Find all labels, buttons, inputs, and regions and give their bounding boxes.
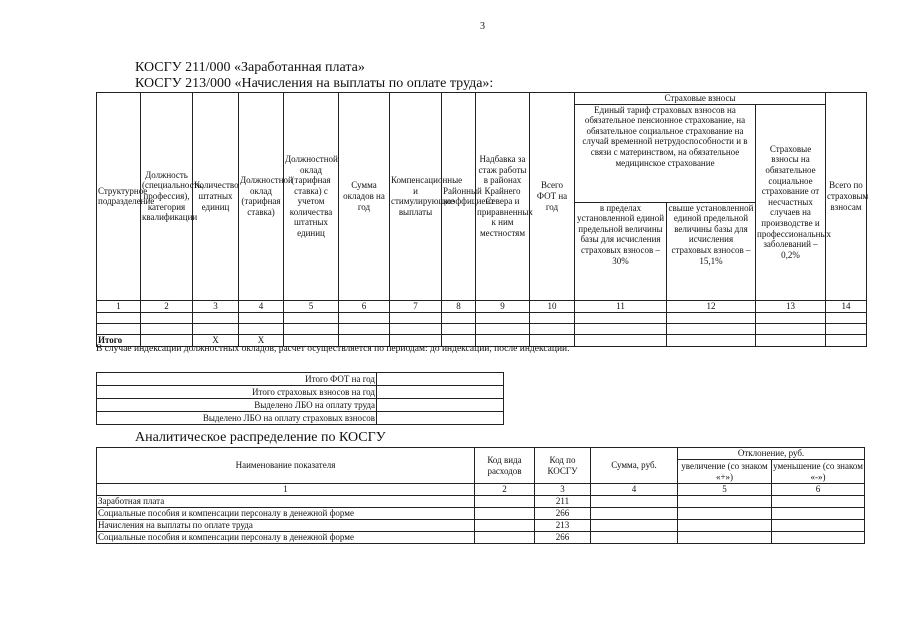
ana-row-kosgu: 266	[535, 532, 591, 544]
col-num: 13	[756, 300, 826, 312]
ana-hdr-name: Наименование показателя	[97, 448, 475, 484]
hdr-staff-count: Количество штатных единиц	[193, 93, 239, 301]
ana-hdr-decrease: уменьшение (со знаком «-»)	[773, 460, 863, 482]
ana-col-num: 1	[97, 484, 475, 496]
analytic-table	[96, 447, 865, 544]
col-num: 1	[97, 300, 141, 312]
hdr-unit: Структурное подразделение	[97, 93, 141, 301]
col-num: 5	[284, 300, 339, 312]
ana-row-name: Социальные пособия и компенсации персоналу в денежной форме	[97, 508, 475, 520]
ana-hdr-kosgu: Код по КОСГУ	[535, 448, 591, 484]
hdr-accident-insurance: Страховые взносы на обязательное социальное страхование от несчастных случаев на производстве и профессиональных заболеваний – 0,2%	[756, 104, 826, 300]
summary-value	[377, 386, 504, 399]
col-num: 7	[390, 300, 442, 312]
ana-row	[97, 496, 865, 508]
doc-title-line-1: КОСГУ 211/000 «Заработанная плата»	[135, 60, 365, 75]
hdr-district-coef: Районный коэффициент	[442, 93, 476, 301]
col-num: 8	[442, 300, 476, 312]
ana-col-num: 2	[475, 484, 535, 496]
ana-hdr-sum: Сумма, руб.	[591, 448, 678, 484]
hdr-single-tariff: Единый тариф страховых взносов на обязательное пенсионное страхование, на обязательное социальное страхование на случай временной нетрудоспособности и в связи с материнством, на обязательное медицинское страхование	[575, 104, 756, 202]
ana-col-num: 6	[772, 484, 865, 496]
col-num: 11	[575, 300, 667, 312]
payroll-table	[96, 92, 867, 347]
ana-row-kosgu: 211	[535, 496, 591, 508]
hdr-insurance-group: Страховые взносы	[575, 93, 826, 105]
hdr-within-limit: в пределах установленной единой предельной величины базы для исчисления страховых взносов – 30%	[575, 202, 667, 300]
ana-col-num: 3	[535, 484, 591, 496]
ana-row-name: Начисления на выплаты по оплате труда	[97, 520, 475, 532]
summary-label: Итого страховых взносов на год	[97, 386, 377, 399]
col-num: 9	[476, 300, 530, 312]
empty-row	[97, 323, 867, 334]
hdr-total-fot: Всего ФОТ на год	[530, 93, 575, 301]
empty-row	[97, 312, 867, 323]
itogo-x-salary: Х	[239, 334, 284, 346]
analytic-title: Аналитическое распределение по КОСГУ	[135, 430, 386, 445]
ana-hdr-increase: увеличение (со знаком «+»)	[678, 460, 772, 484]
hdr-over-limit: свыше установленной единой предельной величины базы для исчисления страховых взносов –15,1%	[667, 202, 756, 300]
hdr-salary: Должностной оклад (тарифная ставка)	[239, 93, 284, 301]
summary-value	[377, 412, 504, 425]
col-num: 14	[826, 300, 867, 312]
ana-hdr-deviation: Отклонение, руб.	[678, 448, 865, 460]
ana-row	[97, 520, 865, 532]
summary-label: Выделено ЛБО на оплату труда	[97, 399, 377, 412]
ana-row-kosgu: 213	[535, 520, 591, 532]
hdr-total-insurance: Всего по страховым взносам	[826, 93, 867, 301]
itogo-label: Итого	[97, 334, 141, 346]
col-num: 3	[193, 300, 239, 312]
ana-row-kosgu: 266	[535, 508, 591, 520]
hdr-salary-year: Сумма окладов на год	[339, 93, 390, 301]
page-number: 3	[480, 21, 485, 32]
col-num: 4	[239, 300, 284, 312]
ana-row	[97, 508, 865, 520]
indexation-note: В случае индексации должностных окладов, расчет осуществляется по периодам: до индексации, после индексации.	[96, 344, 570, 354]
ana-row-name: Социальные пособия и компенсации персоналу в денежной форме	[97, 532, 475, 544]
hdr-north-bonus: Надбавка за стаж работы в районах Крайнего Севера и приравненных к ним местностям	[476, 93, 530, 301]
ana-row-name: Заработная плата	[97, 496, 475, 508]
summary-value	[377, 373, 504, 386]
summary-label: Итого ФОТ на год	[97, 373, 377, 386]
ana-col-num: 4	[591, 484, 678, 496]
hdr-salary-by-count: Должностной оклад (тарифная ставка) с учетом количества штатных единиц	[284, 93, 339, 301]
col-num: 10	[530, 300, 575, 312]
summary-label: Выделено ЛБО на оплату страховых взносов	[97, 412, 377, 425]
ana-col-num: 5	[678, 484, 772, 496]
itogo-x-staff: Х	[193, 334, 239, 346]
ana-hdr-kvr: Код вида расходов	[475, 448, 535, 484]
hdr-position: Должность (специальность, профессия), категория квалификации	[141, 93, 193, 301]
hdr-compensation: Компенсационные и стимулирующие выплаты	[390, 93, 442, 301]
ana-row	[97, 532, 865, 544]
doc-title-line-2: КОСГУ 213/000 «Начисления на выплаты по оплате труда»:	[135, 76, 494, 91]
col-num: 6	[339, 300, 390, 312]
summary-table	[96, 372, 504, 425]
col-num: 12	[667, 300, 756, 312]
summary-value	[377, 399, 504, 412]
col-num: 2	[141, 300, 193, 312]
